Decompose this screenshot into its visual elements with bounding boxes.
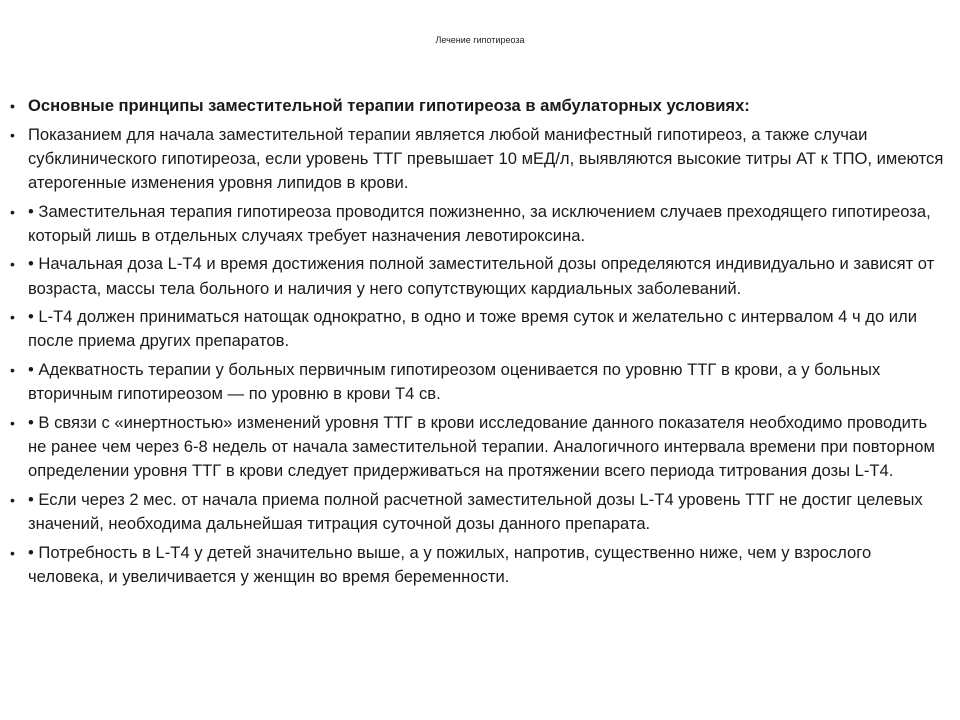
bullet-text: • Заместительная терапия гипотиреоза проводится пожизненно, за исключением случаев преходящего гипотиреоза, который лишь в отдельных случаях требует назначения левотироксина. [28, 201, 931, 245]
bullet-text: • Если через 2 мес. от начала приема полной расчетной заместительной дозы L-T4 уровень ТТГ не достиг целевых значений, необходима дальнейшая титрация суточной дозы данного препарата. [28, 489, 923, 533]
bullet-item [8, 358, 948, 406]
bullet-item [8, 123, 948, 196]
bullet-item [8, 411, 948, 484]
bullet-item [8, 305, 948, 353]
bullet-dot-icon: • [10, 256, 15, 273]
bullet-text: Показанием для начала заместительной терапии является любой манифестный гипотиреоз, а также случаи субклинического гипотиреоза, если уровень ТТГ превышает 10 мЕД/л, выявляются высокие титры АТ к ТПО, имеются атерогенные изменения уровня липидов в крови. [28, 124, 944, 192]
bullet-text: Основные принципы заместительной терапии гипотиреоза в амбулаторных условиях: [28, 96, 750, 115]
bullet-dot-icon: • [10, 544, 15, 561]
bullet-dot-icon: • [10, 126, 15, 143]
bullet-item [8, 252, 948, 300]
bullet-dot-icon: • [10, 203, 15, 220]
bullet-item [8, 94, 948, 118]
bullet-text: • В связи с «инертностью» изменений уровня ТТГ в крови исследование данного показателя необходимо проводить не ранее чем через 6-8 недель от начала заместительной терапии. Аналогичного интервала времени при повторном определении уровня ТТГ в крови следует придерживаться на протяжении всего периода титрования дозы L-T4. [28, 412, 935, 481]
bullet-item [8, 541, 948, 589]
bullet-text: • Начальная доза L-T4 и время достижения полной заместительной дозы определяются индивидуально и зависят от возраста, массы тела больного и наличия у него сопутствующих кардиальных заболеваний. [28, 254, 935, 298]
bullet-text: • Адекватность терапии у больных первичным гипотиреозом оценивается по уровню ТТГ в крови, а у больных вторичным гипотиреозом — по уровню в крови Т4 св. [28, 359, 881, 404]
bullet-dot-icon: • [10, 98, 15, 114]
bullet-dot-icon: • [10, 414, 15, 431]
bullet-dot-icon: • [10, 361, 15, 378]
bullet-list [8, 94, 948, 593]
bullet-dot-icon: • [10, 309, 15, 326]
slide-title: Лечение гипотиреоза [435, 35, 525, 45]
bullet-text: • Потребность в L-T4 у детей значительно выше, а у пожилых, напротив, существенно ниже, чем у взрослого человека, и увеличивается у женщин во время беременности. [28, 542, 872, 586]
bullet-dot-icon: • [10, 491, 15, 508]
bullet-item [8, 488, 948, 536]
bullet-text: • L-T4 должен приниматься натощак однократно, в одно и тоже время суток и желательно с интервалом 4 ч до или после приема других препаратов. [28, 307, 918, 351]
bullet-item [8, 200, 948, 248]
